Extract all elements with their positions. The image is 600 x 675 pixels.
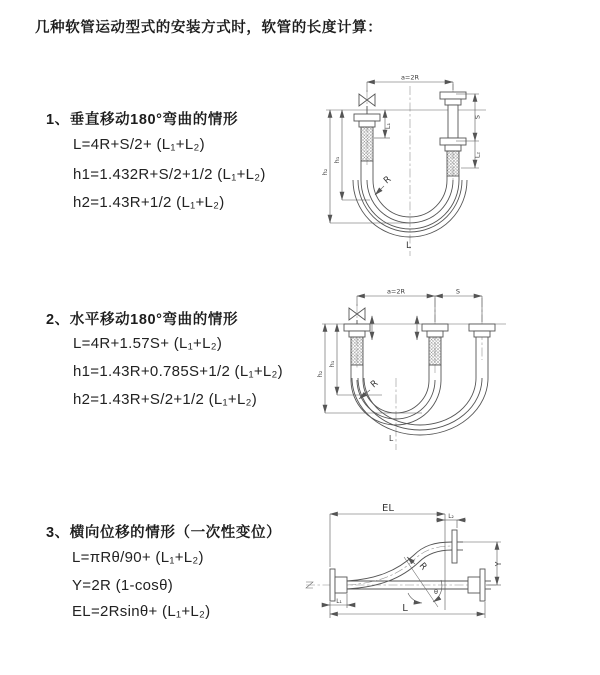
d3-dim-l1 bbox=[323, 594, 354, 608]
d3-upper-flange bbox=[452, 530, 463, 563]
d3-radius-callout bbox=[407, 557, 428, 572]
diagram-lateral-displacement bbox=[300, 498, 600, 653]
section-3-heading: 3、横向位移的情形（一次性变位） bbox=[46, 525, 282, 541]
d3-dim-l bbox=[330, 602, 485, 618]
d3-label-theta: θ bbox=[434, 588, 438, 596]
d3-label-r: R bbox=[416, 561, 429, 573]
d1-radius-callout bbox=[375, 175, 393, 195]
section-3-formula-3: EL=2Rsinθ+ (L₁+L₂) bbox=[72, 603, 211, 620]
d1-label-r: R bbox=[382, 174, 394, 187]
d2-left-pipe bbox=[344, 324, 370, 380]
section-2-formula-1: L=4R+1.57S+ (L₁+L₂) bbox=[73, 335, 223, 352]
section-1-formula-3: h2=1.43R+1/2 (L₁+L₂) bbox=[73, 194, 225, 211]
d2-centerlines bbox=[357, 298, 482, 450]
section-1-formula-1: L=4R+S/2+ (L₁+L₂) bbox=[73, 136, 205, 153]
braided-hose-section bbox=[429, 337, 441, 365]
d3-angle-theta bbox=[408, 580, 442, 603]
diagram-vertical-180-bend bbox=[310, 68, 600, 263]
d3-dim-el bbox=[330, 503, 445, 610]
section-2-heading: 2、水平移动180°弯曲的情形 bbox=[46, 312, 239, 328]
d2-label-s: S bbox=[455, 287, 461, 296]
d1-label-h1: h₁ bbox=[333, 156, 341, 164]
d3-label-l1: L₁ bbox=[336, 599, 342, 605]
d2-label-h1: h₁ bbox=[328, 360, 336, 368]
d3-label-l2: L₂ bbox=[448, 514, 454, 520]
braided-hose-section bbox=[361, 127, 373, 161]
d3-label-el: EL bbox=[382, 503, 394, 514]
d3-dim-l2 bbox=[436, 514, 466, 528]
section-1-heading: 1、垂直移动180°弯曲的情形 bbox=[46, 112, 239, 128]
braided-hose-section bbox=[351, 337, 363, 365]
d2-label-l: L bbox=[389, 434, 394, 443]
d1-left-pipe bbox=[354, 114, 380, 180]
d1-right-pipe bbox=[440, 92, 466, 180]
d2-radius-callout bbox=[359, 379, 380, 399]
d2-label-h2: h₂ bbox=[316, 370, 324, 378]
diagram-horizontal-180-bend bbox=[310, 282, 600, 460]
d1-label-a2r: a=2R bbox=[400, 73, 420, 82]
d2-small-dims bbox=[372, 316, 417, 340]
doc-title: 几种软管运动型式的安装方式时，软管的长度计算： bbox=[35, 20, 383, 36]
d3-left-flange bbox=[330, 569, 347, 601]
d1-label-h2: h₂ bbox=[321, 168, 329, 176]
d2-dim-a2r-s bbox=[357, 288, 482, 323]
d1-label-s: S bbox=[473, 114, 482, 120]
section-3-formula-2: Y=2R (1-cosθ) bbox=[72, 577, 174, 594]
d3-label-y: Y bbox=[494, 561, 503, 567]
d1-label-l: L bbox=[406, 241, 412, 251]
d1-label-l2: L₂ bbox=[473, 151, 482, 159]
section-2-formula-2: h1=1.43R+0.785S+1/2 (L₁+L₂) bbox=[73, 363, 283, 380]
section-3-formula-1: L=πRθ/90+ (L₁+L₂) bbox=[72, 549, 204, 566]
section-1-formula-2: h1=1.432R+S/2+1/2 (L₁+L₂) bbox=[73, 166, 266, 183]
d1-label-l1: L₁ bbox=[384, 122, 392, 130]
d3-s-curve-hose bbox=[347, 542, 452, 589]
d3-label-l: L bbox=[402, 603, 408, 614]
d2-label-r: R bbox=[369, 378, 381, 391]
section-2-formula-3: h2=1.43R+S/2+1/2 (L₁+L₂) bbox=[73, 391, 258, 408]
braided-hose-section bbox=[447, 151, 459, 176]
d2-label-a2r: a=2R bbox=[386, 287, 406, 296]
